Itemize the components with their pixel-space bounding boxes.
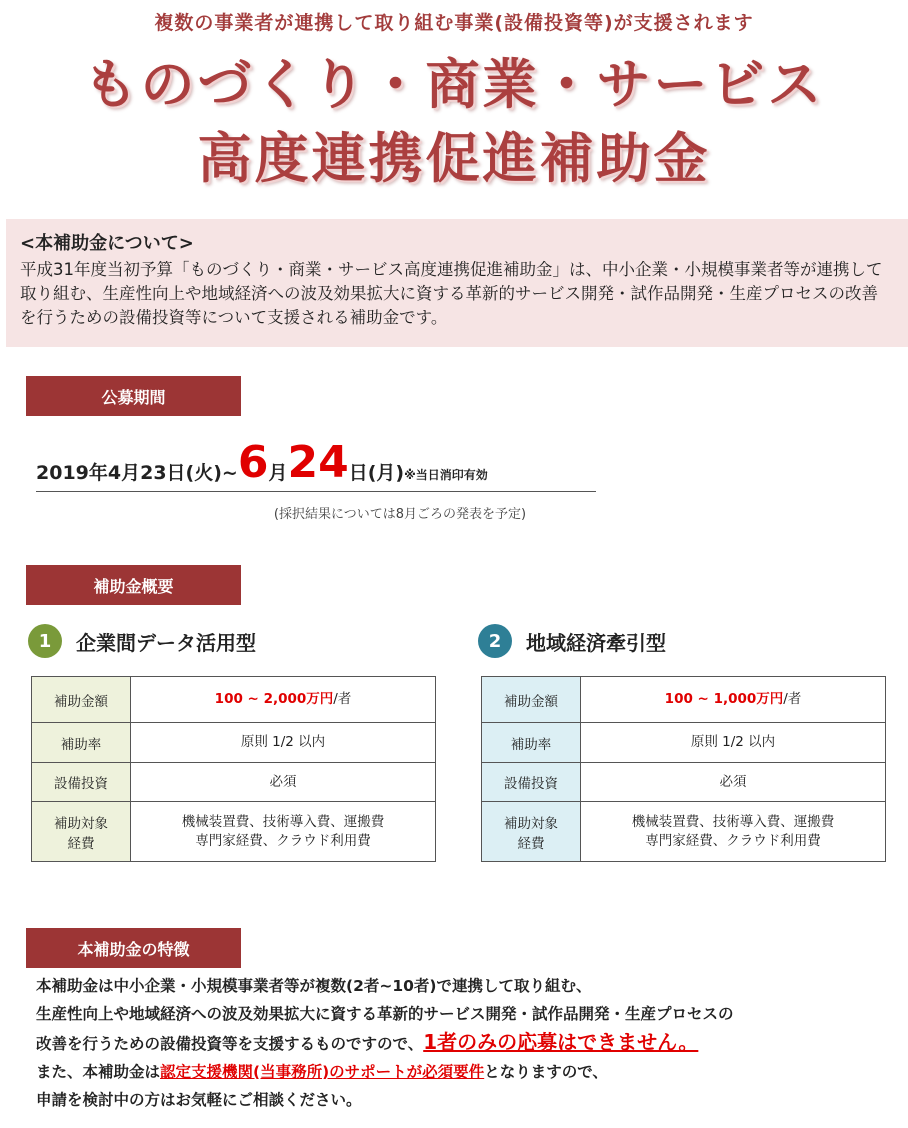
row-value-line: 専門家経費、クラウド利用費 bbox=[645, 832, 821, 849]
row-key: 設備投資 bbox=[32, 763, 131, 802]
row-value: 必須 bbox=[131, 763, 436, 802]
single-applicant-warning: 1者のみの応募はできません。 bbox=[423, 1030, 699, 1054]
features-line-3 bbox=[36, 1028, 896, 1058]
row-key-line: 経費 bbox=[67, 835, 95, 852]
features-line-4-tail: となりますので、 bbox=[484, 1063, 608, 1081]
amount-suffix: /者 bbox=[783, 691, 802, 707]
result-note: (採択結果については8月ごろの発表を予定) bbox=[273, 507, 527, 522]
features-line-1: 本補助金は中小企業・小規模事業者等が複数(2者~10者)で連携して取り組む、 bbox=[36, 977, 592, 995]
row-value: 原則 1/2 以内 bbox=[581, 723, 886, 763]
features-line-4 bbox=[36, 1058, 896, 1086]
row-key-line: 補助対象 bbox=[504, 815, 558, 832]
row-value bbox=[131, 802, 436, 862]
period-day-suffix: 日(月) bbox=[348, 462, 405, 484]
table-row bbox=[32, 677, 436, 723]
type-1-table bbox=[31, 676, 436, 862]
title-line-1: ものづくり・商業・サービス bbox=[83, 53, 825, 116]
row-key: 設備投資 bbox=[482, 763, 581, 802]
about-body: 平成31年度当初予算「ものづくり・商業・サービス高度連携促進補助金」は、中小企業・小規模事業者等が連携して取り組む、生産性向上や地域経済への波及効果拡大に資する革新的サービス開発・試作品開発・生産プロセスの改善を行うための設備投資等について支援される補助金です。 bbox=[20, 260, 883, 327]
type-1-name: 企業間データ活用型 bbox=[76, 630, 256, 655]
row-value-line: 機械装置費、技術導入費、運搬費 bbox=[631, 813, 835, 830]
table-row bbox=[482, 802, 886, 862]
type-2-table bbox=[481, 676, 886, 862]
period-end-month: 6 bbox=[237, 437, 269, 488]
row-value bbox=[581, 677, 886, 723]
period-start: 2019年4月23日(火)~ bbox=[36, 462, 238, 484]
row-value: 原則 1/2 以内 bbox=[131, 723, 436, 763]
row-value-line: 専門家経費、クラウド利用費 bbox=[195, 832, 371, 849]
row-key: 補助率 bbox=[482, 723, 581, 763]
type-2-name: 地域経済牽引型 bbox=[526, 630, 666, 655]
row-value-line: 機械装置費、技術導入費、運搬費 bbox=[181, 813, 385, 830]
table-row bbox=[482, 723, 886, 763]
row-value: 必須 bbox=[581, 763, 886, 802]
support-requirement: 認定支援機関(当事務所)のサポートが必須要件 bbox=[160, 1063, 485, 1081]
row-key: 補助金額 bbox=[32, 677, 131, 723]
overview-label: 補助金概要 bbox=[26, 565, 241, 605]
amount-value: 100 ~ 2,000万円 bbox=[214, 691, 334, 707]
type-1-number: 1 bbox=[28, 624, 62, 658]
row-key: 補助金額 bbox=[482, 677, 581, 723]
about-box bbox=[6, 219, 908, 347]
row-key-line: 経費 bbox=[517, 835, 545, 852]
features-body bbox=[36, 972, 896, 1114]
row-key: 補助率 bbox=[32, 723, 131, 763]
features-line-4-text: また、本補助金は bbox=[36, 1063, 161, 1081]
table-row bbox=[482, 763, 886, 802]
type-1-heading bbox=[28, 624, 256, 658]
amount-value: 100 ~ 1,000万円 bbox=[664, 691, 784, 707]
period-note: ※当日消印有効 bbox=[404, 468, 488, 482]
type-2-heading bbox=[478, 624, 666, 658]
table-row bbox=[32, 723, 436, 763]
amount-suffix: /者 bbox=[333, 691, 352, 707]
header-subtitle: 複数の事業者が連携して取り組む事業(設備投資等)が支援されます bbox=[154, 12, 754, 34]
title-line-2: 高度連携促進補助金 bbox=[197, 127, 711, 190]
period-label: 公募期間 bbox=[26, 376, 241, 416]
row-key bbox=[32, 802, 131, 862]
row-value bbox=[581, 802, 886, 862]
table-row bbox=[32, 763, 436, 802]
features-line-3-text: 改善を行うための設備投資等を支援するものですので、 bbox=[36, 1035, 424, 1053]
table-row bbox=[482, 677, 886, 723]
features-label: 本補助金の特徴 bbox=[26, 928, 241, 968]
table-row bbox=[32, 802, 436, 862]
features-line-5: 申請を検討中の方はお気軽にご相談ください。 bbox=[36, 1091, 362, 1109]
period-end-day: 24 bbox=[287, 437, 349, 488]
row-value bbox=[131, 677, 436, 723]
period-month-suffix: 月 bbox=[268, 462, 288, 484]
period-line bbox=[36, 430, 596, 492]
about-heading: <本補助金について> bbox=[20, 233, 194, 254]
type-2-number: 2 bbox=[478, 624, 512, 658]
features-line-2: 生産性向上や地域経済への波及効果拡大に資する革新的サービス開発・試作品開発・生産プロセスの bbox=[36, 1005, 734, 1023]
row-key bbox=[482, 802, 581, 862]
row-key-line: 補助対象 bbox=[54, 815, 108, 832]
